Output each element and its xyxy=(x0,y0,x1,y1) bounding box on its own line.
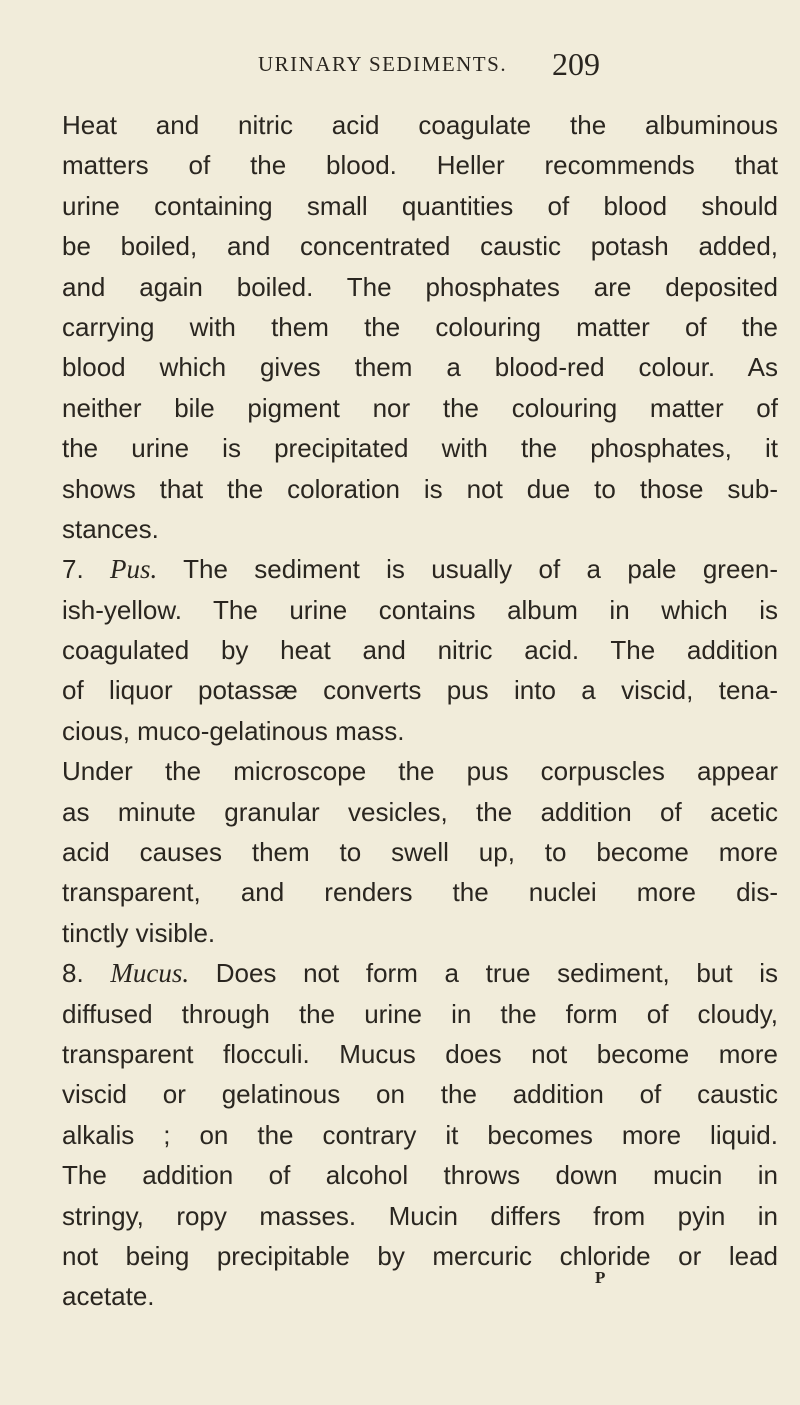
text-line: of liquor potassæ converts pus into a viscid, tena- xyxy=(62,675,778,706)
running-head xyxy=(0,46,800,82)
section-pus-heading-line xyxy=(62,549,778,589)
section-title-pus: Pus. xyxy=(110,554,158,585)
text-line: stringy, ropy masses. Mucin differs from pyin in xyxy=(62,1200,778,1231)
body-text xyxy=(62,105,778,1317)
text-line: matters of the blood. Heller recommends that xyxy=(62,150,778,181)
text-line: acetate. xyxy=(62,1281,155,1312)
text-line: Heat and nitric acid coagulate the albuminous xyxy=(62,110,778,140)
text-line: acid causes them to swell up, to become more xyxy=(62,837,778,868)
text-line: urine containing small quantities of blood should xyxy=(62,190,778,221)
text-line: not being precipitable by mercuric chloride or lead xyxy=(62,1240,778,1271)
text-line: and again boiled. The phosphates are deposited xyxy=(62,271,778,302)
text-run: The sediment is usually of a pale green- xyxy=(183,554,778,585)
text-line: blood which gives them a blood-red colour. As xyxy=(62,352,778,383)
section-mucus-heading-line xyxy=(62,953,778,993)
text-line: the urine is precipitated with the phosphates, it xyxy=(62,433,778,464)
text-line: The addition of alcohol throws down mucin in xyxy=(62,1160,778,1191)
text-run: Does not form a true sediment, but is xyxy=(215,958,778,989)
text-line: neither bile pigment nor the colouring matter of xyxy=(62,392,778,423)
text-line: transparent, and renders the nuclei more dis- xyxy=(62,877,778,908)
text-line: transparent flocculi. Mucus does not become more xyxy=(62,1038,778,1069)
text-line: ish-yellow. The urine contains album in which is xyxy=(62,594,778,625)
text-line: alkalis ; on the contrary it becomes more liquid. xyxy=(62,1119,778,1150)
text-line: cious, muco-gelatinous mass. xyxy=(62,715,405,746)
section-number: 7. xyxy=(62,554,84,585)
signature-mark: P xyxy=(595,1268,606,1287)
section-number: 8. xyxy=(62,958,84,989)
text-line: coagulated by heat and nitric acid. The addition xyxy=(62,635,778,666)
text-line: carrying with them the colouring matter of the xyxy=(62,311,778,342)
text-line: as minute granular vesicles, the addition of acetic xyxy=(62,796,778,827)
page-number: 209 xyxy=(552,46,600,82)
running-head-title: URINARY SEDIMENTS. xyxy=(258,52,508,76)
text-line: be boiled, and concentrated caustic potash added, xyxy=(62,231,778,262)
text-line: stances. xyxy=(62,513,159,544)
text-line: tinctly visible. xyxy=(62,917,216,948)
text-line: diffused through the urine in the form of cloudy, xyxy=(62,998,778,1029)
text-line: viscid or gelatinous on the addition of caustic xyxy=(62,1079,778,1110)
text-line: shows that the coloration is not due to those sub- xyxy=(62,473,778,504)
section-title-mucus: Mucus. xyxy=(110,958,190,989)
text-line: Under the microscope the pus corpuscles appear xyxy=(62,756,778,787)
